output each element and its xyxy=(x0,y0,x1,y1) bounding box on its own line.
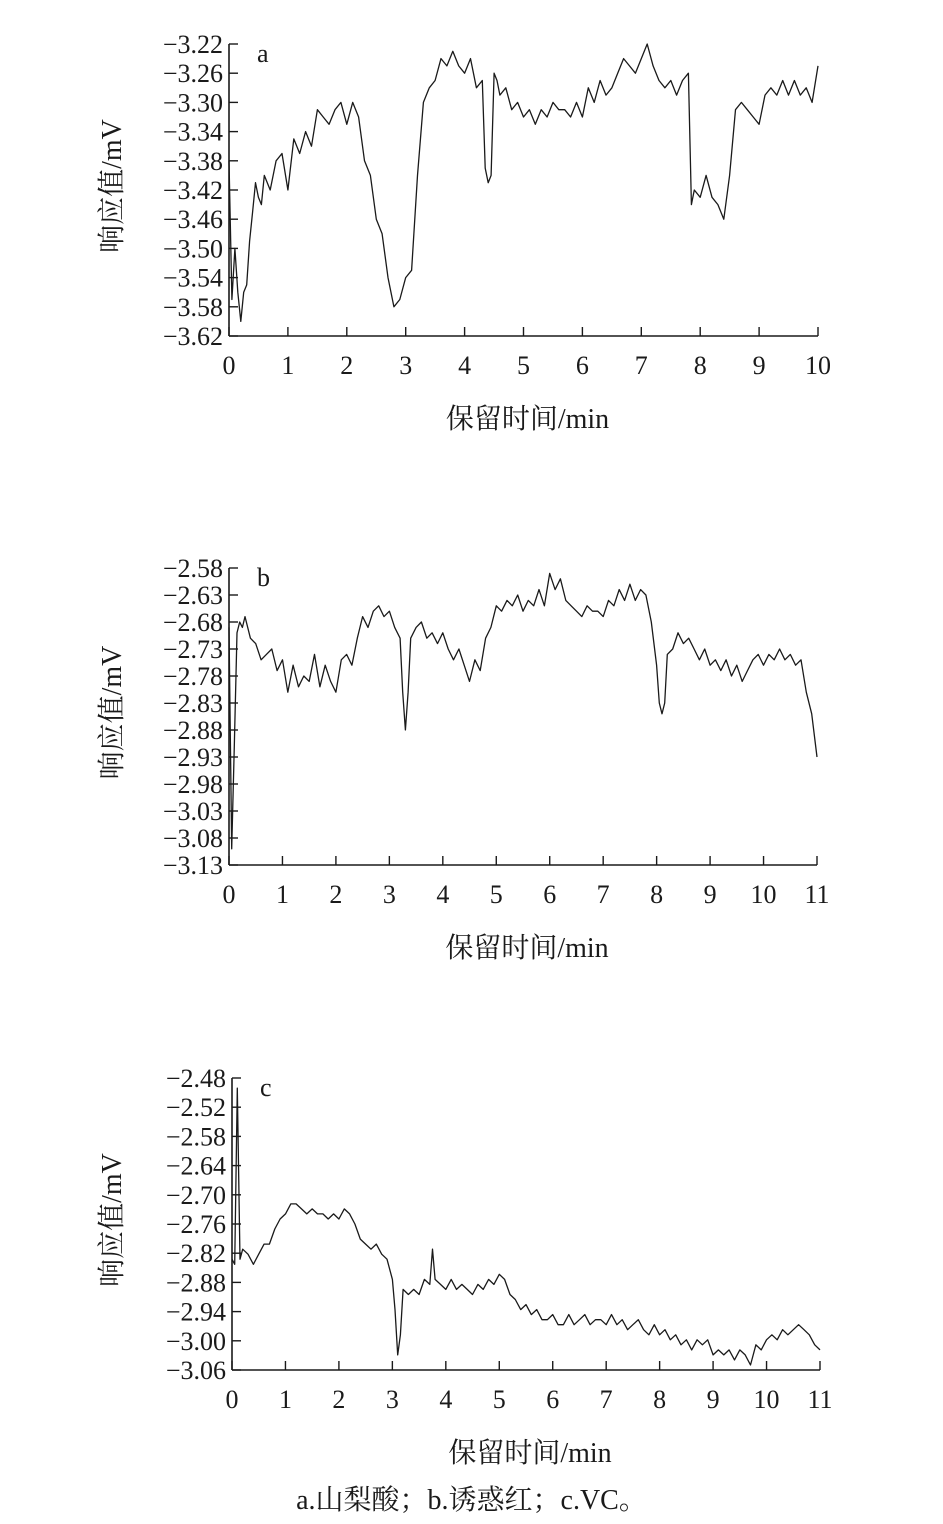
x-tick-label: 4 xyxy=(458,351,472,380)
y-tick-label: −2.98 xyxy=(162,770,223,799)
y-tick-label: −2.82 xyxy=(165,1239,226,1269)
y-tick-label: −2.93 xyxy=(162,743,223,772)
x-tick-label: 7 xyxy=(634,351,648,380)
x-tick-label: 8 xyxy=(693,351,707,380)
y-tick-label: −2.58 xyxy=(162,554,223,583)
x-tick-label: 6 xyxy=(546,1385,560,1414)
y-tick-label: −2.76 xyxy=(165,1210,226,1239)
y-tick-label: −3.54 xyxy=(162,263,223,293)
panel-label: b xyxy=(257,563,270,592)
x-tick-label: 10 xyxy=(805,351,831,380)
x-tick-label: 3 xyxy=(385,1385,399,1414)
y-tick-label: −3.22 xyxy=(162,30,223,59)
x-tick-label: 10 xyxy=(753,1385,780,1414)
x-tick-label: 4 xyxy=(439,1385,453,1414)
y-tick-label: −2.83 xyxy=(162,689,223,718)
y-axis-title: 响应值/mV xyxy=(97,119,128,253)
x-tick-label: 1 xyxy=(275,880,289,909)
x-tick-label: 3 xyxy=(399,351,413,380)
y-tick-label: −2.52 xyxy=(165,1093,226,1123)
y-tick-label: −2.63 xyxy=(162,581,223,610)
series-line xyxy=(229,573,817,848)
x-tick-label: 11 xyxy=(807,1385,833,1414)
x-tick-label: 11 xyxy=(804,880,830,909)
x-tick-label: 8 xyxy=(650,880,664,909)
y-tick-label: −2.58 xyxy=(165,1122,226,1152)
y-tick-label: −2.73 xyxy=(162,635,223,664)
x-axis-title: 保留时间/min xyxy=(445,933,609,964)
x-tick-label: 9 xyxy=(706,1385,720,1414)
y-axis-title: 响应值/mV xyxy=(97,645,128,780)
y-tick-label: −2.78 xyxy=(162,662,223,691)
y-tick-label: −3.42 xyxy=(162,176,223,205)
y-tick-label: −2.48 xyxy=(165,1064,226,1093)
x-tick-label: 6 xyxy=(575,351,589,380)
x-tick-label: 6 xyxy=(543,880,557,909)
y-tick-label: −2.88 xyxy=(165,1268,226,1298)
y-tick-label: −3.30 xyxy=(162,88,223,118)
y-tick-label: −2.88 xyxy=(162,716,223,745)
x-tick-label: 8 xyxy=(653,1385,667,1414)
y-tick-label: −3.03 xyxy=(162,797,223,826)
x-tick-label: 2 xyxy=(332,1385,346,1414)
x-axis-title: 保留时间/min xyxy=(445,404,610,435)
y-tick-label: −2.64 xyxy=(165,1151,226,1181)
x-axis-title: 保留时间/min xyxy=(448,1438,612,1469)
y-tick-label: −3.08 xyxy=(162,824,223,853)
chart-panel-b xyxy=(96,554,830,964)
x-tick-label: 10 xyxy=(750,880,777,909)
y-tick-label: −3.38 xyxy=(162,146,223,176)
x-tick-label: 5 xyxy=(492,1385,506,1414)
x-tick-label: 9 xyxy=(703,880,717,909)
x-tick-label: 2 xyxy=(340,351,354,380)
x-tick-label: 5 xyxy=(489,880,503,909)
chart-panel-a xyxy=(96,30,831,435)
y-axis-title: 响应值/mV xyxy=(97,1153,128,1287)
x-tick-label: 4 xyxy=(436,880,450,909)
x-tick-label: 0 xyxy=(222,880,236,909)
y-tick-label: −3.62 xyxy=(162,322,223,351)
figure-caption: a.山梨酸；b.诱惑红；c.VC。 xyxy=(296,1485,647,1516)
series-line xyxy=(232,1088,820,1365)
chart-panel-c xyxy=(96,1064,833,1469)
panel-label: c xyxy=(260,1073,272,1102)
y-tick-label: −3.06 xyxy=(165,1356,226,1385)
x-tick-label: 5 xyxy=(517,351,530,380)
x-tick-label: 9 xyxy=(752,351,766,380)
y-tick-label: −3.13 xyxy=(162,851,223,880)
y-tick-label: −3.58 xyxy=(162,292,223,322)
x-tick-label: 1 xyxy=(278,1385,292,1414)
panel-label: a xyxy=(257,39,269,68)
y-tick-label: −3.34 xyxy=(162,117,223,147)
x-tick-label: 0 xyxy=(225,1385,239,1414)
y-tick-label: −2.70 xyxy=(165,1180,226,1210)
y-tick-label: −3.26 xyxy=(162,59,223,89)
x-tick-label: 7 xyxy=(599,1385,613,1414)
x-tick-label: 7 xyxy=(596,880,610,909)
x-tick-label: 2 xyxy=(329,880,343,909)
series-line xyxy=(229,44,818,321)
y-tick-label: −3.50 xyxy=(162,234,223,264)
y-tick-label: −2.68 xyxy=(162,608,223,637)
y-tick-label: −2.94 xyxy=(165,1297,226,1327)
x-tick-label: 1 xyxy=(281,351,295,380)
x-tick-label: 0 xyxy=(222,351,236,380)
x-tick-label: 3 xyxy=(382,880,396,909)
y-tick-label: −3.00 xyxy=(165,1326,226,1356)
y-tick-label: −3.46 xyxy=(162,205,223,235)
